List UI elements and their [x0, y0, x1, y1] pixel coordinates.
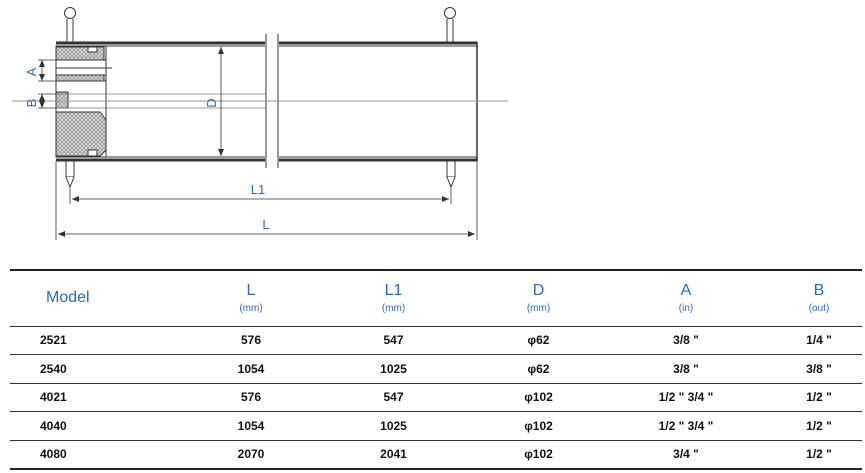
header-a — [596, 270, 776, 326]
cell-l1: 547 — [306, 326, 481, 355]
cell-model: 4021 — [10, 383, 196, 412]
cell-l: 576 — [196, 326, 306, 355]
header-b-label: B — [813, 281, 825, 299]
header-l-unit: (mm) — [239, 302, 263, 314]
cell-model: 2521 — [10, 326, 196, 355]
header-l — [196, 270, 306, 326]
cell-b: 1/2 " — [776, 383, 862, 412]
cell-l1: 2041 — [306, 440, 481, 469]
label-d: D — [204, 98, 219, 108]
header-b — [776, 270, 862, 326]
gauge-port-left — [65, 8, 76, 44]
table-row — [10, 383, 862, 412]
cell-a: 3/8 " — [596, 355, 776, 384]
bottom-port-left — [66, 161, 74, 187]
table-header-row — [10, 270, 862, 326]
cell-d: φ102 — [481, 412, 596, 441]
cell-d: φ62 — [481, 355, 596, 384]
header-a-unit: (in) — [678, 302, 694, 314]
cell-d: φ62 — [481, 326, 596, 355]
cell-b: 1/2 " — [776, 412, 862, 441]
bottom-port-right — [447, 161, 455, 187]
cell-l1: 1025 — [306, 355, 481, 384]
cell-a: 3/4 " — [596, 440, 776, 469]
header-model: Model — [10, 270, 196, 326]
cell-a: 3/8 " — [596, 326, 776, 355]
cell-d: φ102 — [481, 440, 596, 469]
cell-l1: 1025 — [306, 412, 481, 441]
cell-model: 4040 — [10, 412, 196, 441]
header-a-label: A — [680, 281, 692, 299]
dimension-a — [38, 60, 56, 81]
cell-model: 2540 — [10, 355, 196, 384]
cell-l1: 547 — [306, 383, 481, 412]
header-b-unit: (out) — [808, 302, 830, 314]
header-d-label: D — [532, 281, 545, 299]
table-row — [10, 355, 862, 384]
header-l1 — [306, 270, 481, 326]
cell-a: 1/2 " 3/4 " — [596, 383, 776, 412]
label-l1: L1 — [250, 182, 266, 197]
header-l1-label: L1 — [384, 281, 403, 299]
specification-table — [10, 269, 862, 470]
cell-b: 1/2 " — [776, 440, 862, 469]
cell-l: 2070 — [196, 440, 306, 469]
cell-l: 576 — [196, 383, 306, 412]
header-d-unit: (mm) — [526, 302, 551, 314]
table-row — [10, 440, 862, 469]
table-row — [10, 412, 862, 441]
header-l-label: L — [246, 281, 256, 299]
header-d — [481, 270, 596, 326]
cell-d: φ102 — [481, 383, 596, 412]
cell-a: 1/2 " 3/4 " — [596, 412, 776, 441]
cell-model: 4080 — [10, 440, 196, 469]
header-l1-unit: (mm) — [381, 302, 406, 314]
cell-l: 1054 — [196, 355, 306, 384]
cell-b: 3/8 " — [776, 355, 862, 384]
cell-b: 1/4 " — [776, 326, 862, 355]
table-row — [10, 326, 862, 355]
cell-l: 1054 — [196, 412, 306, 441]
label-b: B — [24, 98, 39, 108]
label-l: L — [262, 217, 270, 232]
gauge-port-right — [445, 8, 456, 44]
label-a: A — [24, 67, 39, 77]
